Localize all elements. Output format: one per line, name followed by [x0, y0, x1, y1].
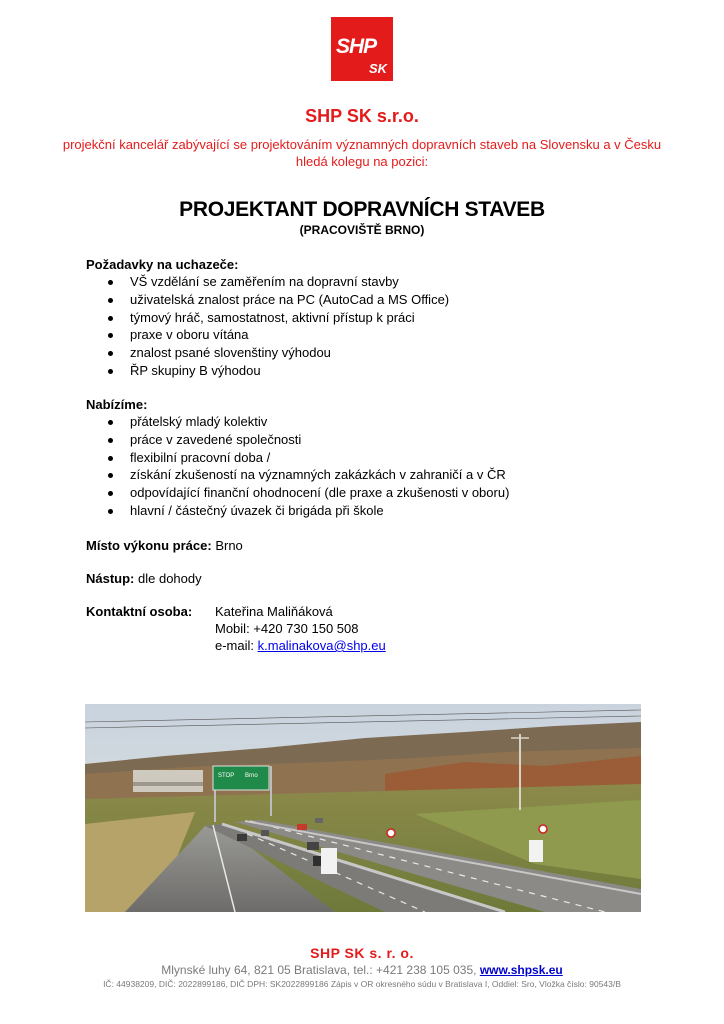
work-location-label: Místo výkonu práce: — [86, 538, 212, 553]
highway-photo-illustration — [85, 704, 641, 912]
logo-subtext: SK — [369, 61, 388, 76]
footer-company: SHP SK s. r. o. — [310, 945, 414, 961]
list-item: praxe v oboru vítána — [86, 326, 449, 344]
intro-line-2: hledá kolegu na pozici: — [295, 154, 429, 169]
bullet-icon — [108, 509, 113, 514]
contact-label: Kontaktní osoba: — [86, 604, 193, 619]
start-date-value: dle dohody — [134, 571, 202, 586]
list-item: přátelský mladý kolektiv — [86, 413, 509, 431]
footer-registration: IČ: 44938209, DIČ: 2022899186, DIČ DPH: SK2022899186 Zápis v OR okresného súdu v Bratislava I, Oddiel: Sro, Vložka číslo: 90543/B — [103, 979, 621, 989]
email-link[interactable]: k.malinakova@shp.eu — [257, 638, 386, 653]
bullet-icon — [108, 280, 113, 285]
logo-text: SHP — [336, 35, 377, 58]
bullet-icon — [108, 456, 113, 461]
start-date — [86, 571, 202, 586]
list-item: práce v zavedené společnosti — [86, 431, 509, 449]
start-date-label: Nástup: — [86, 571, 135, 586]
list-item: VŠ vzdělání se zaměřením na dopravní stavby — [86, 273, 449, 291]
bullet-icon — [108, 316, 113, 321]
offer-list — [86, 413, 509, 520]
list-item: odpovídající finanční ohodnocení (dle praxe a zkušenosti v oboru) — [86, 484, 509, 502]
footer-address — [0, 963, 724, 977]
bullet-icon — [108, 420, 113, 425]
bullet-icon — [108, 438, 113, 443]
list-item: ŘP skupiny B výhodou — [86, 362, 449, 380]
bullet-icon — [108, 369, 113, 374]
bullet-icon — [108, 298, 113, 303]
intro-text — [60, 136, 664, 170]
email-prefix: e-mail: — [215, 638, 258, 653]
offer-heading: Nabízíme: — [86, 397, 148, 412]
contact-name: Kateřina Maliňáková — [215, 604, 333, 619]
intro-line-1: projekční kancelář zabývající se projektováním významných dopravních staveb na Slovensku a v Česku — [62, 137, 662, 152]
bullet-icon — [108, 473, 113, 478]
list-item: týmový hráč, samostatnost, aktivní přístup k práci — [86, 309, 449, 327]
company-logo — [331, 17, 393, 81]
bullet-icon — [108, 333, 113, 338]
bullet-icon — [108, 491, 113, 496]
footer-web-link[interactable]: www.shpsk.eu — [479, 963, 563, 977]
list-item: uživatelská znalost práce na PC (AutoCad a MS Office) — [86, 291, 449, 309]
contact-phone: Mobil: +420 730 150 508 — [215, 621, 359, 636]
contact-email — [215, 638, 386, 653]
requirements-heading: Požadavky na uchazeče: — [86, 257, 239, 272]
requirements-list — [86, 273, 449, 380]
footer-address-text: Mlynské luhy 64, 821 05 Bratislava, tel.: +421 238 105 035, — [161, 963, 480, 977]
sign-text: STOP — [218, 773, 235, 779]
highway-photo — [85, 704, 641, 912]
company-name: SHP SK s.r.o. — [305, 106, 419, 126]
position-subtitle: (PRACOVIŠTĚ BRNO) — [299, 223, 425, 237]
position-title: PROJEKTANT DOPRAVNÍCH STAVEB — [179, 198, 545, 221]
list-item: znalost psané slovenštiny výhodou — [86, 344, 449, 362]
bullet-icon — [108, 351, 113, 356]
sign-text: Brno — [245, 773, 258, 779]
list-item: flexibilní pracovní doba / — [86, 449, 509, 467]
list-item: hlavní / částečný úvazek či brigáda při škole — [86, 502, 509, 520]
list-item: získání zkušeností na významných zakázkách v zahraničí a v ČR — [86, 466, 509, 484]
work-location — [86, 538, 243, 553]
work-location-value: Brno — [211, 538, 243, 553]
